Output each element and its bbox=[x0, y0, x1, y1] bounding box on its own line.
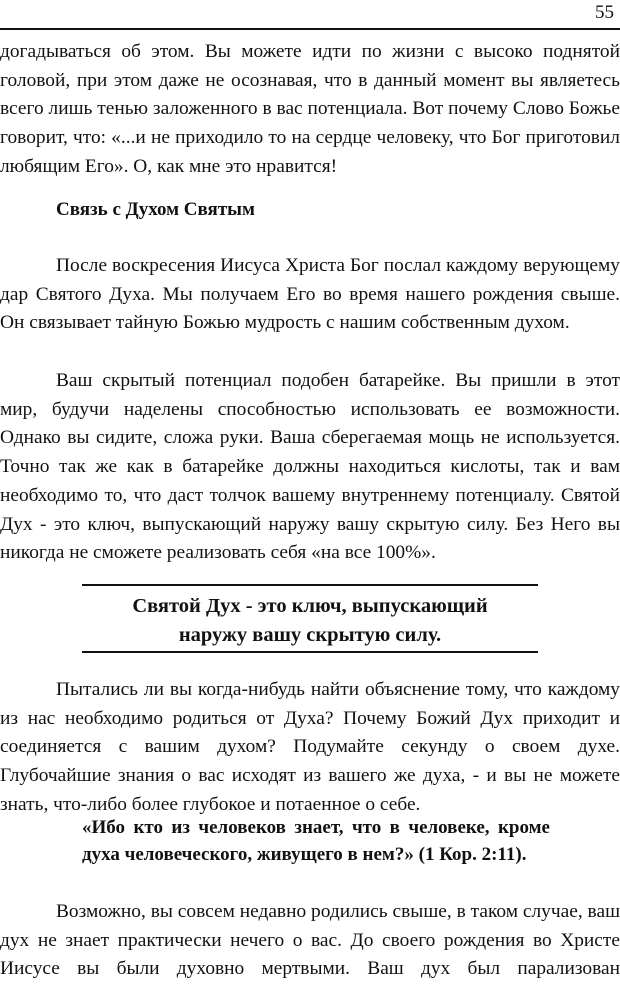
section-heading: Связь с Духом Святым bbox=[56, 199, 255, 220]
header-rule bbox=[0, 28, 620, 30]
paragraph-2: После воскресения Иисуса Христа Бог послал каждому верующему дар Святого Духа. Мы получаем Его во время нашего рождения свыше. Он связывает тайную Божью мудрость с нашим собственным духом. bbox=[0, 255, 620, 334]
paragraph-5: Возможно, вы совсем недавно родились свыше, в таком случае, ваш дух не знает практически нечего о вас. До своего рождения во Христе Иисусе вы были духовно мертвыми. Ваш дух был парализован bbox=[0, 901, 620, 980]
pullquote-bottom-rule bbox=[82, 651, 538, 653]
scripture-quote: «Ибо кто из человеков знает, что в человеке, кроме духа человеческого, живущего в нем?» (1 Кор. 2:11). bbox=[82, 817, 550, 865]
paragraph-3: Ваш скрытый потенциал подобен батарейке. Вы пришли в этот мир, будучи наделены способностью использовать ее возможности. Однако вы сидите, сложа руки. Ваша сберегаемая мощь не используется. Точно так же как в батарейке должны находиться кислоты, так и вам необходимо то, что даст толчок вашему внутреннему потенциалу. Святой Дух - это ключ, выпускающий наружу вашу скрытую силу. Без Него вы никогда не сможете реализовать себя «на все 100%». bbox=[0, 370, 620, 564]
pullquote-line-2: наружу вашу скрытую силу. bbox=[178, 624, 442, 646]
pullquote-line-1: Святой Дух - это ключ, выпускающий bbox=[132, 595, 488, 617]
paragraph-1: догадываться об этом. Вы можете идти по жизни с высоко поднятой головой, при этом даже не осознавая, что в данный момент вы являетесь всего лишь тенью заложенного в вас потенциала. Вот почему Слово Божье говорит, что: «...и не приходило то на сердце человеку, что Бог приготовил любящим Его». О, как мне это нравится! bbox=[0, 41, 620, 177]
pullquote-top-rule bbox=[82, 584, 538, 586]
paragraph-4: Пытались ли вы когда-нибудь найти объяснение тому, что каждому из нас необходимо родиться от Духа? Почему Божий Дух приходит и соединяется с вашим духом? Подумайте секунду о своем духе. Глубочайшие знания о вас исходят из вашего же духа, - и вы не можете знать, что-либо более глубокое и потаенное о себе. bbox=[0, 679, 620, 815]
page-number: 55 bbox=[595, 2, 614, 23]
pullquote bbox=[82, 592, 538, 650]
